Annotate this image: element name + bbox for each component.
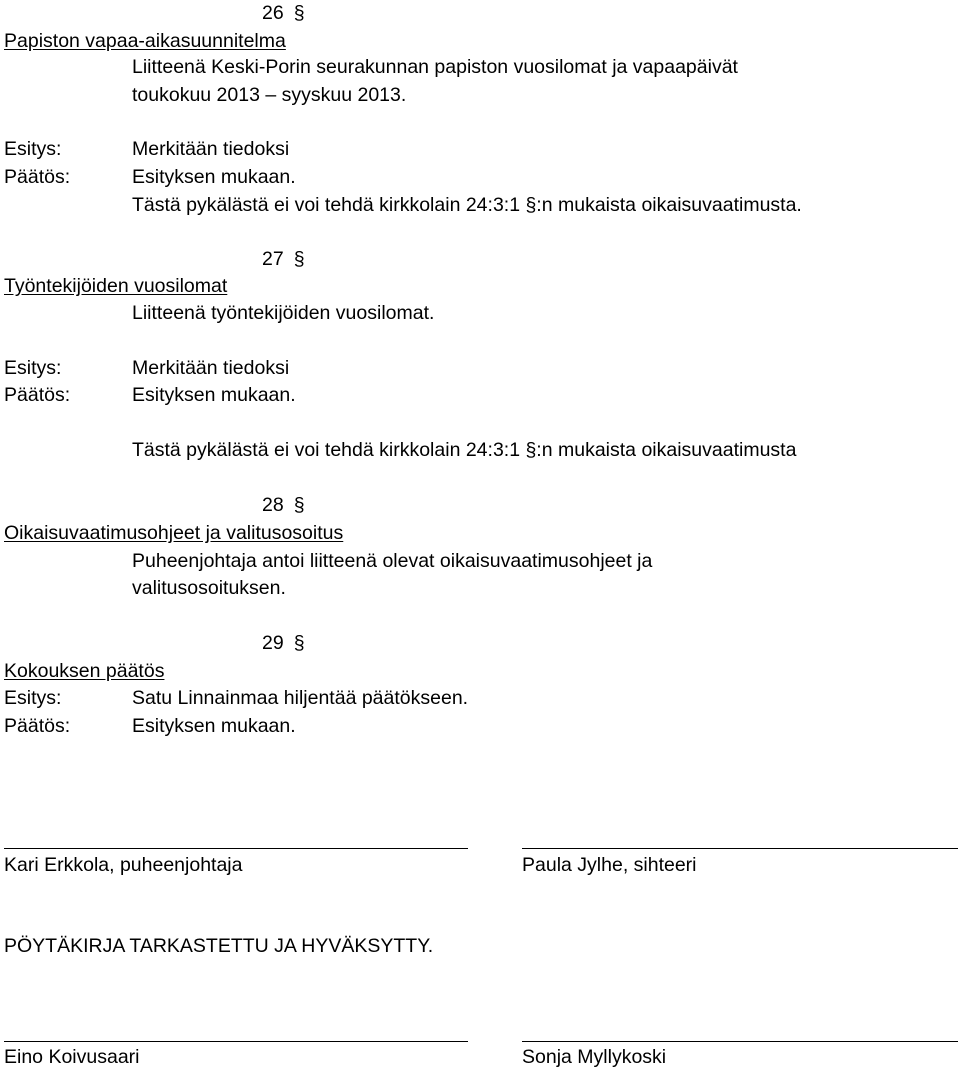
- section-29-paatos-text: Esityksen mukaan.: [132, 715, 296, 737]
- section-27-body-line-1: Liitteenä työntekijöiden vuosilomat.: [132, 302, 435, 324]
- chair-signature-line: [4, 848, 468, 849]
- secretary-signature-line: [522, 848, 958, 849]
- approved-heading: PÖYTÄKIRJA TARKASTETTU JA HYVÄKSYTTY.: [4, 935, 434, 957]
- checker-1-name: Eino Koivusaari: [4, 1046, 140, 1068]
- chair-name: Kari Erkkola, puheenjohtaja: [4, 854, 243, 876]
- checker-1-signature-line: [4, 1041, 468, 1042]
- secretary-name: Paula Jylhe, sihteeri: [522, 854, 697, 876]
- section-27-paatos-text: Esityksen mukaan.: [132, 384, 296, 406]
- section-29-paatos-label: Päätös:: [4, 715, 71, 737]
- section-28-title: Oikaisuvaatimusohjeet ja valitusosoitus: [4, 522, 344, 544]
- section-27-esitys-label: Esitys:: [4, 357, 62, 379]
- section-26-paatos-label: Päätös:: [4, 166, 71, 188]
- section-28-body-line-2: valitusosoituksen.: [132, 577, 286, 599]
- section-26-paatos-text: Esityksen mukaan.: [132, 166, 296, 188]
- section-26-note: Tästä pykälästä ei voi tehdä kirkkolain 24:3:1 §:n mukaista oikaisuvaatimusta.: [132, 194, 802, 216]
- section-27-number: 27 §: [262, 248, 305, 270]
- section-27-esitys-text: Merkitään tiedoksi: [132, 357, 290, 379]
- section-26-number: 26 §: [262, 2, 305, 24]
- section-28-number: 28 §: [262, 494, 305, 516]
- section-29-title: Kokouksen päätös: [4, 660, 165, 682]
- section-26-body-line-1: Liitteenä Keski-Porin seurakunnan papiston vuosilomat ja vapaapäivät: [132, 56, 738, 78]
- section-28-body-line-1: Puheenjohtaja antoi liitteenä olevat oikaisuvaatimusohjeet ja: [132, 550, 653, 572]
- section-26-title: Papiston vapaa-aikasuunnitelma: [4, 30, 286, 52]
- section-26-esitys-text: Merkitään tiedoksi: [132, 138, 290, 160]
- section-26-esitys-label: Esitys:: [4, 138, 62, 160]
- section-29-esitys-text: Satu Linnainmaa hiljentää päätökseen.: [132, 687, 469, 709]
- section-27-title: Työntekijöiden vuosilomat: [4, 275, 228, 297]
- checker-2-name: Sonja Myllykoski: [522, 1046, 667, 1068]
- section-26-body-line-2: toukokuu 2013 – syyskuu 2013.: [132, 84, 407, 106]
- section-29-number: 29 §: [262, 632, 305, 654]
- section-27-paatos-label: Päätös:: [4, 384, 71, 406]
- section-27-note: Tästä pykälästä ei voi tehdä kirkkolain 24:3:1 §:n mukaista oikaisuvaatimusta: [132, 439, 797, 461]
- section-29-esitys-label: Esitys:: [4, 687, 62, 709]
- checker-2-signature-line: [522, 1041, 958, 1042]
